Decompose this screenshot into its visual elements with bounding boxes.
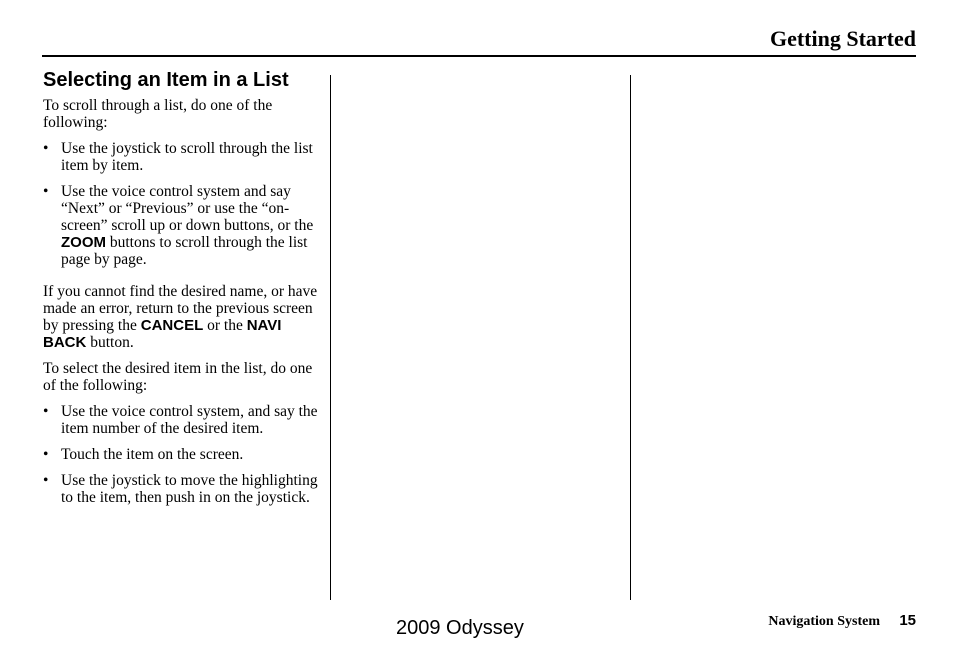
zoom-key-label: ZOOM	[61, 234, 106, 251]
cancel-text: If you cannot find the desired name, or have made an error, return to the previous screen by pressing the	[43, 283, 318, 334]
select-option-item: • Use the joystick to move the highlighting to the item, then push in on the joystick.	[43, 472, 323, 506]
column-divider-right	[630, 75, 631, 600]
select-option-item: • Use the voice control system, and say the item number of the desired item.	[43, 403, 323, 437]
section-heading: Selecting an Item in a List	[43, 69, 289, 91]
cancel-text: button.	[90, 334, 134, 351]
column-divider-left	[330, 75, 331, 600]
scroll-option-item: • Use the joystick to scroll through the list item by item.	[43, 140, 323, 174]
cancel-text: or the	[207, 317, 243, 334]
scroll-intro-paragraph: To scroll through a list, do one of the following:	[43, 97, 273, 131]
watermark-text: 2009 Odyssey	[396, 617, 524, 639]
header-divider	[42, 55, 916, 57]
select-intro-paragraph: To select the desired item in the list, do one of the following:	[43, 360, 313, 394]
scroll-option-item	[43, 183, 323, 268]
page-number: 15	[899, 612, 916, 629]
scroll-option-text: Use the voice control system and say “Next” or “Previous” or use the “on-screen” scroll up or down buttons, or the	[61, 183, 314, 234]
cancel-paragraph	[43, 283, 323, 351]
page-header-title: Getting Started	[769, 26, 916, 51]
scroll-option-text: buttons to scroll through the list page by page.	[61, 234, 308, 268]
select-option-item: • Touch the item on the screen.	[43, 446, 323, 463]
footer-manual-label: Navigation System	[768, 614, 880, 629]
navi-back-key-label: NAVI BACK	[43, 317, 282, 351]
left-column-content	[43, 68, 323, 521]
cancel-key-label: CANCEL	[140, 317, 204, 334]
scroll-options-list	[43, 140, 323, 268]
select-options-list	[43, 403, 323, 506]
